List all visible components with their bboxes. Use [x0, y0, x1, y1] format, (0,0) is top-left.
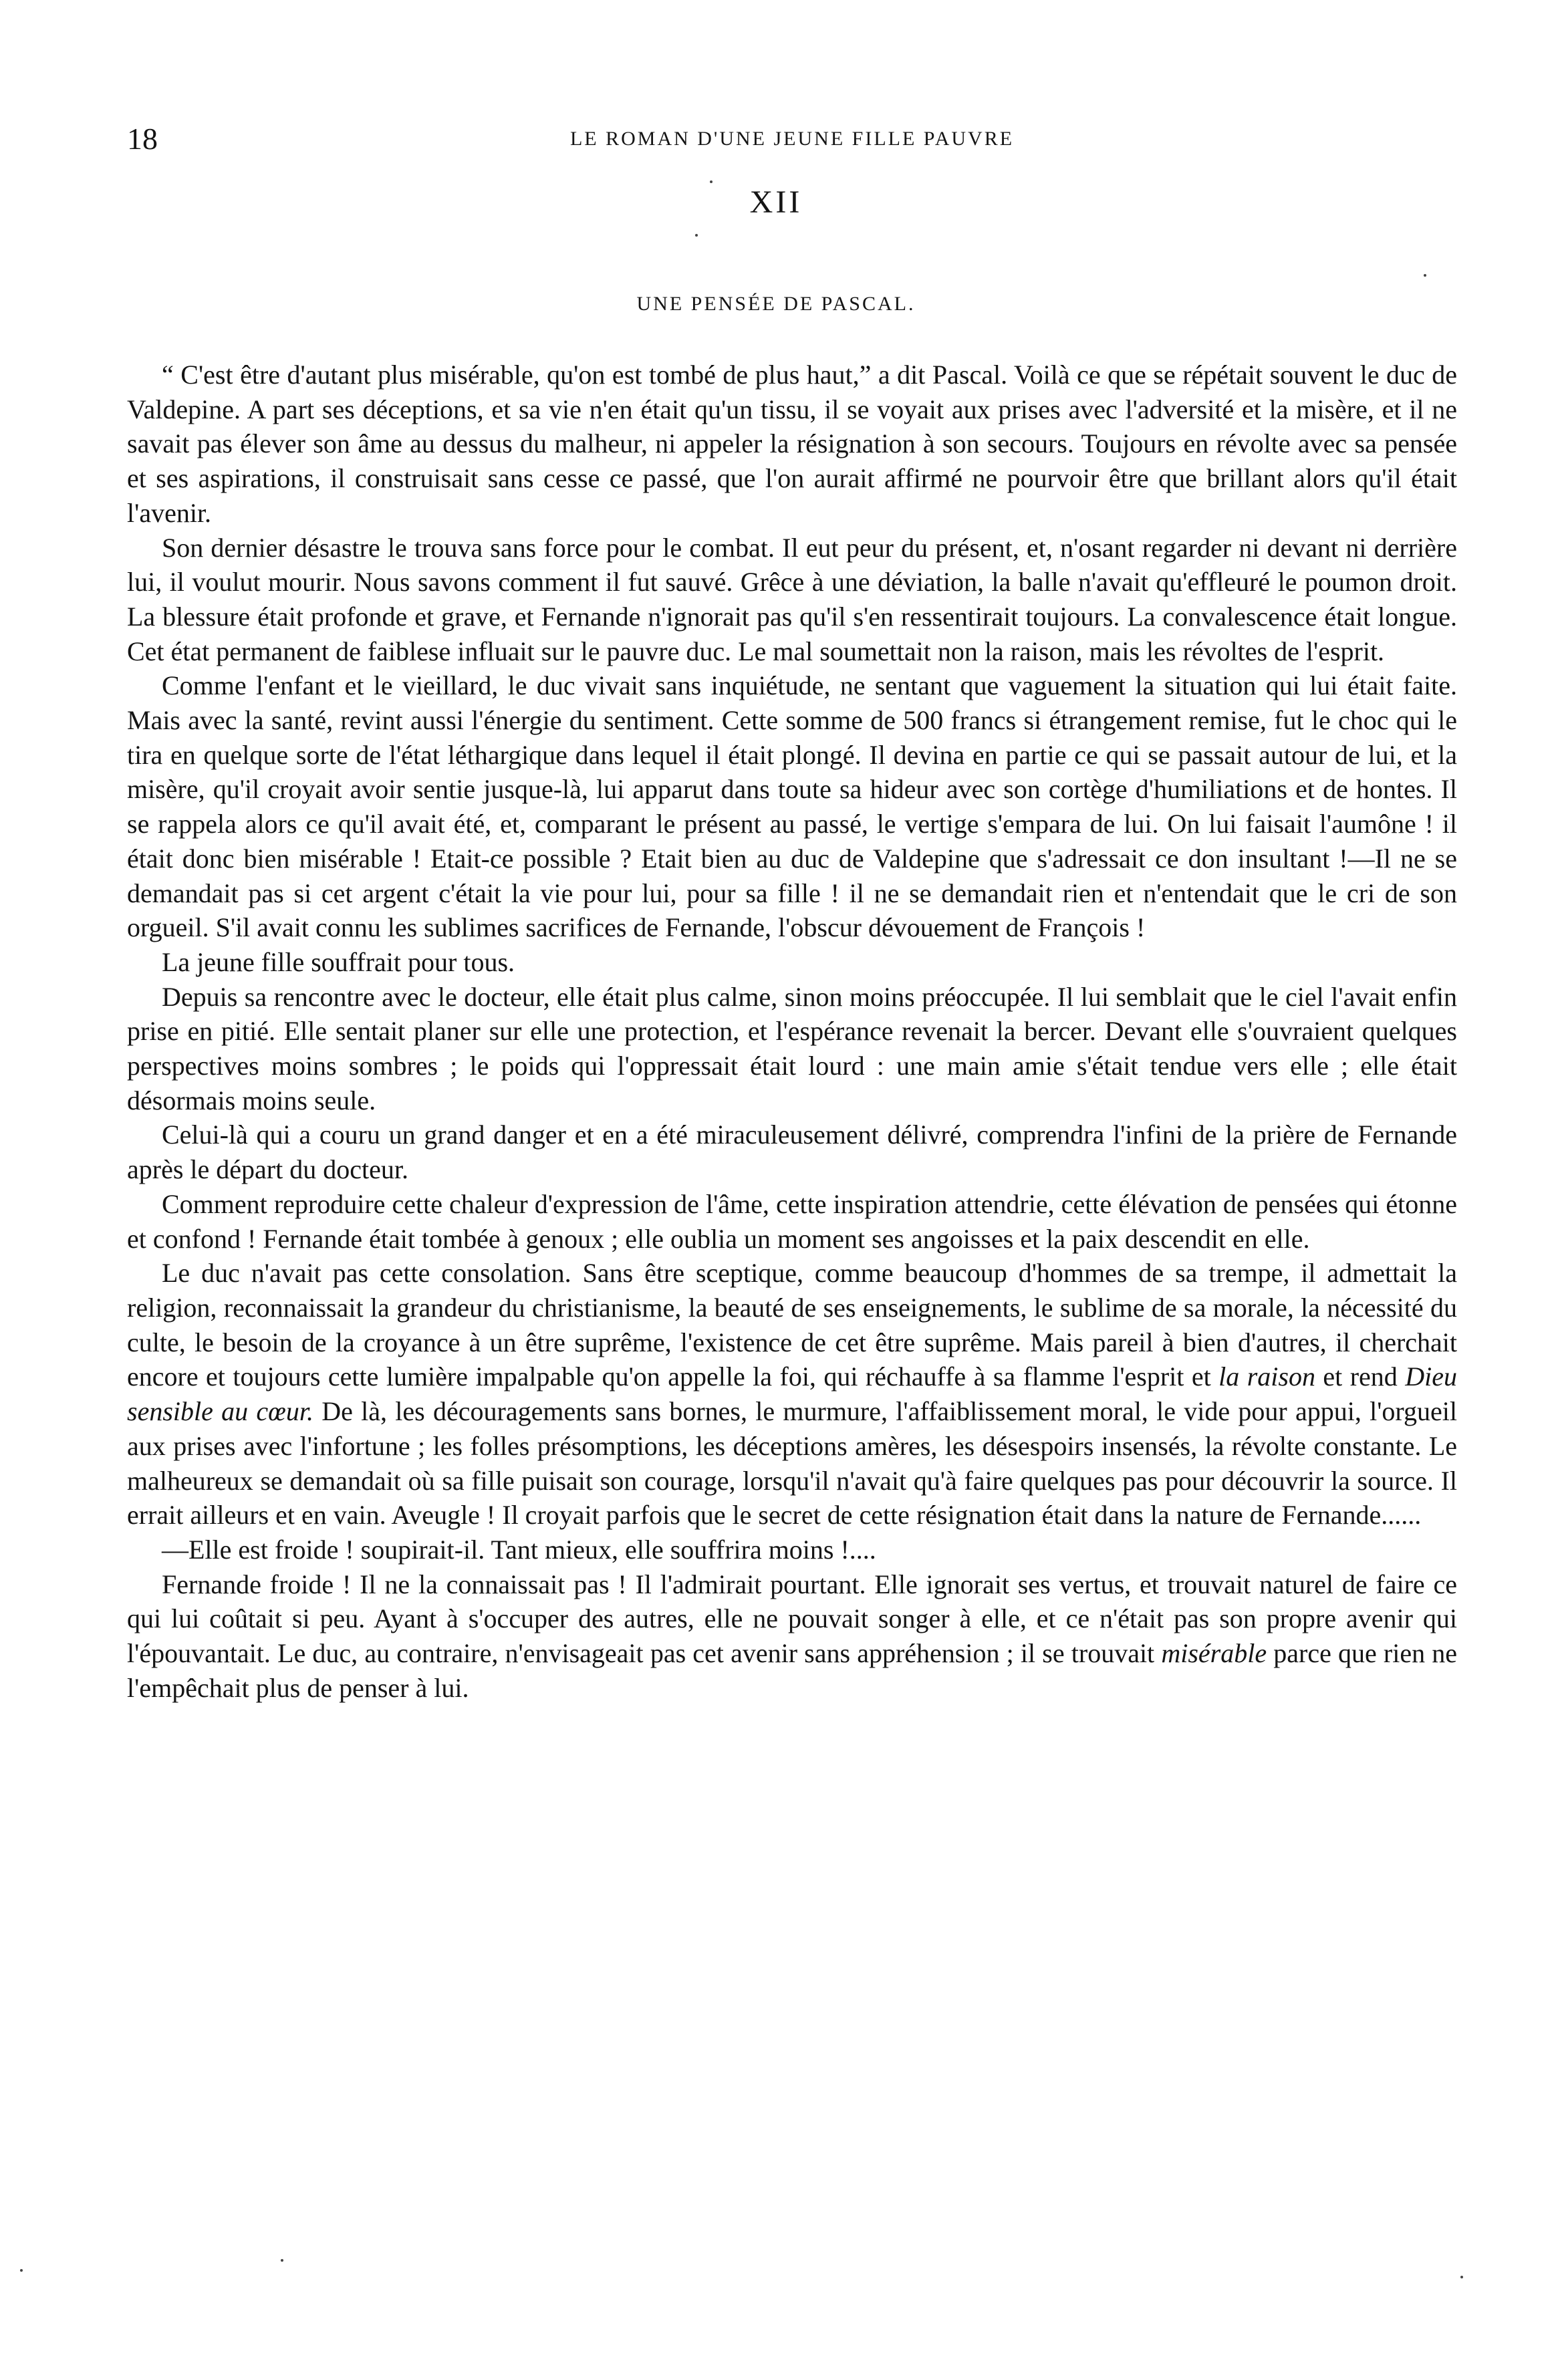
print-speck — [20, 2269, 23, 2272]
italic-text: misérable — [1161, 1638, 1267, 1669]
paragraph: Son dernier désastre le trouva sans force pour le combat. Il eut peur du présent, et, n'osant regarder ni devant ni derrière lui, il voulut mourir. Nous savons comment il fut sauvé. Grêce à une déviation, la balle n'avait qu'effleuré le poumon droit. La blessure était profonde et grave, et Fernande n'ignorait pas qu'il s'en ressentirait toujours. La convalescence était longue. Cet état permanent de faiblese influait sur le pauvre duc. Le mal soumettait non la raison, mais les révoltes de l'esprit. — [127, 532, 1457, 666]
text-run: parce que rien ne l'empêchait plus de penser à lui. — [127, 1638, 1457, 1703]
paragraph — [127, 1567, 1457, 1706]
print-speck — [710, 180, 713, 183]
running-head — [127, 119, 1457, 159]
paragraph: —Elle est froide ! soupirait-il. Tant mieux, elle souffrira moins !.... — [162, 1534, 876, 1565]
paragraph: Celui-là qui a couru un grand danger et en a été miraculeusement délivré, comprendra l'infini de la prière de Fernande après le départ du docteur. — [127, 1119, 1457, 1185]
chapter-title: UNE PENSÉE DE PASCAL. — [636, 293, 916, 315]
text-run: De là, les découragements sans bornes, le murmure, l'affaiblissement moral, le vide pour appui, l'orgueil aux prises avec l'infortune ; les folles présomptions, les déceptions amères, les désespoirs insensés, la révolte constante. Le malheureux se demandait où sa fille puisait son courage, lorsqu'il n'avait qu'à faire quelques pas pour découvrir la source. Il errait ailleurs et en vain. Aveugle ! Il croyait parfois que le secret de cette résignation était dans la nature de Fernande...... — [127, 1396, 1457, 1531]
text-run: Le duc n'avait pas cette consolation. Sans être sceptique, comme beaucoup d'hommes de sa trempe, il admettait la religion, reconnaissait la grandeur du christianisme, la beauté de ses enseignements, le sublime de sa morale, la nécessité du culte, le besoin de la croyance à un être suprême, l'existence de cet être suprême. Mais pareil à bien d'autres, il cherchait encore et toujours cette lumière impalpable qu'on appelle la foi, qui réchauffe à sa flamme l'esprit et — [127, 1258, 1457, 1392]
italic-text: Dieu sensible au cœur. — [127, 1361, 1458, 1427]
paragraph — [127, 1256, 1457, 1533]
paragraph: Comment reproduire cette chaleur d'expression de l'âme, cette inspiration attendrie, cette élévation de pensées qui étonne et confond ! Fernande était tombée à genoux ; elle oublia un moment ses angoisses et la paix descendit en elle. — [127, 1188, 1457, 1254]
print-speck — [1424, 274, 1426, 277]
text-run: et rend — [1315, 1361, 1406, 1392]
running-title: LE ROMAN D'UNE JEUNE FILLE PAUVRE — [569, 128, 1015, 150]
paragraph: Comme l'enfant et le vieillard, le duc vivait sans inquiétude, ne sentant que vaguement la situation qui lui était faite. Mais avec la santé, revint aussi l'énergie du sentiment. Cette somme de 500 francs si étrangement remise, fut le choc qui le tira en quelque sorte de l'état léthargique dans lequel il était plongé. Il devina en partie ce qui se passait autour de lui, et la misère, qu'il croyait avoir sentie jusque-là, lui apparut dans toute sa hideur avec son cortège d'humiliations et de hontes. Il se rappela alors ce qu'il avait été, et, comparant le présent au passé, le vertige s'empara de lui. On lui faisait l'aumône ! il était donc bien misérable ! Etait-ce possible ? Etait bien au duc de Valdepine que s'adressait ce don insultant !—Il ne se demandait pas si cet argent c'était la vie pour lui, pour sa fille ! il ne se demandait rien et n'entendait que le cri de son orgueil. S'il avait connu les sublimes sacrifices de Fernande, l'obscur dévouement de François ! — [127, 670, 1457, 943]
paragraph: Depuis sa rencontre avec le docteur, elle était plus calme, sinon moins préoccupée. Il lui semblait que le ciel l'avait enfin prise en pitié. Elle sentait planer sur elle une protection, et l'espérance revenait la bercer. Devant elle s'ouvraient quelques perspectives moins sombres ; le poids qui l'oppressait était lourd : une main amie s'était tendue vers elle ; elle était désormais moins seule. — [127, 981, 1457, 1115]
print-speck — [1460, 2276, 1463, 2278]
paragraph: “ C'est être d'autant plus misérable, qu'on est tombé de plus haut,” a dit Pascal. Voilà ce que se répétait souvent le duc de Valdepine. A part ses déceptions, et sa vie n'en était qu'un tissu, il se voyait aux prises avec l'adversité et la misère, et il ne savait pas élever son âme au dessus du malheur, ni appeler la résignation à son secours. Toujours en révolte avec sa pensée et ses aspirations, il construisait sans cesse ce passé, que l'on aurait affirmé ne pourvoir être que brillant alors qu'il était l'avenir. — [127, 360, 1457, 528]
paragraph: La jeune fille souffrait pour tous. — [162, 946, 515, 977]
italic-text: la raison — [1218, 1361, 1315, 1392]
body-text — [127, 358, 1457, 1705]
print-speck — [695, 234, 698, 237]
text-run: Fernande froide ! Il ne la connaissait pas ! Il l'admirait pourtant. Elle ignorait ses vertus, et trouvait naturel de faire ce qui lui coûtait si peu. Ayant à s'occuper des autres, elle ne pouvait songer à elle, et ce n'était pas son propre avenir qui l'épouvantait. Le duc, au contraire, n'envisageait pas cet avenir sans appréhension ; il se trouvait — [127, 1569, 1457, 1669]
page-number: 18 — [127, 122, 158, 156]
print-speck — [281, 2259, 283, 2262]
chapter-number: XII — [749, 184, 803, 220]
